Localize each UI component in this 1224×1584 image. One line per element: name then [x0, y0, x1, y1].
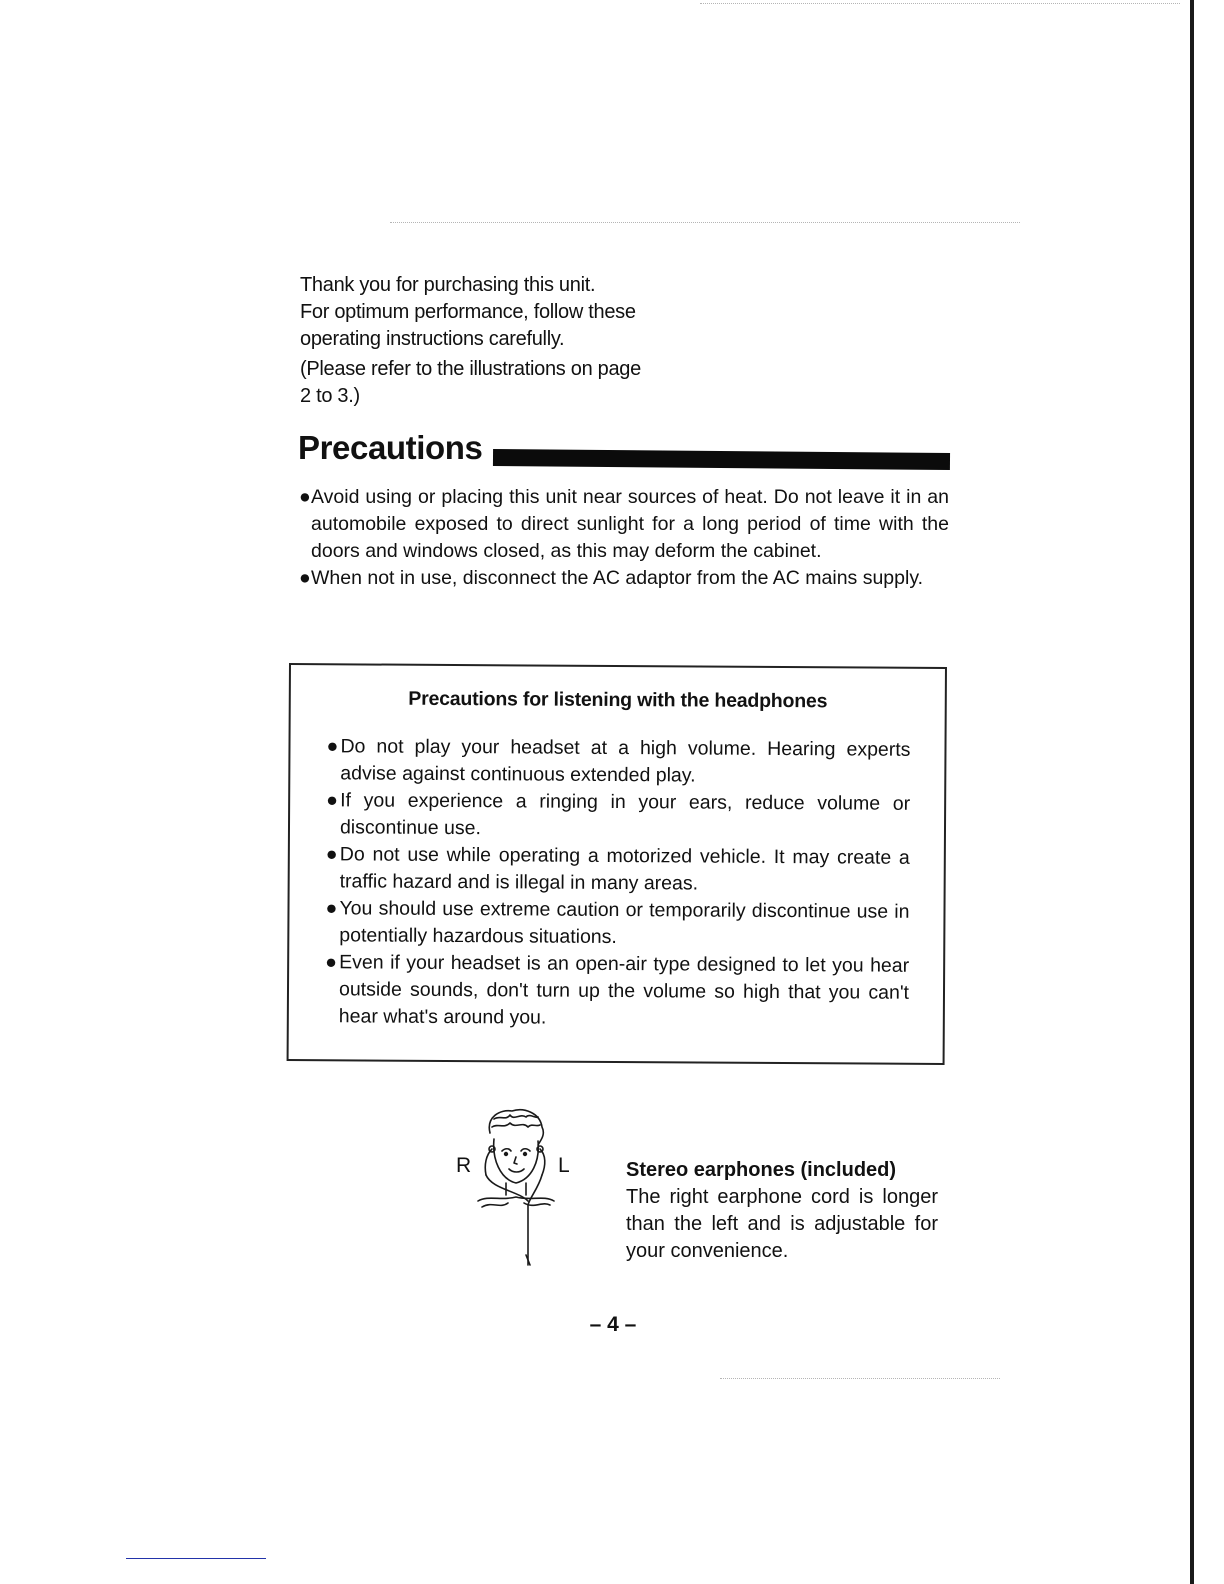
scan-speckle-top	[700, 3, 1180, 5]
intro-line: For optimum performance, follow these	[300, 301, 636, 323]
earphones-description: The right earphone cord is longer than the left and is adjustable for your convenience.	[626, 1186, 938, 1262]
list-item	[326, 733, 910, 791]
list-item-text: Avoid using or placing this unit near sources of heat. Do not leave it in an automobile exposed to direct sunlight for a long period of time with the doors and windows closed, as this may deform the cabinet.	[311, 486, 949, 562]
scan-speckle-lower	[720, 1378, 1000, 1380]
scan-mark	[126, 1558, 266, 1559]
precautions-heading-block	[298, 428, 950, 472]
earphones-title: Stereo earphones (included)	[626, 1159, 897, 1181]
bullet-icon: ●	[325, 897, 338, 920]
intro-line: Thank you for purchasing this unit.	[300, 274, 596, 296]
bullet-icon: ●	[299, 567, 311, 589]
list-item-text: Do not play your headset at a high volume. Hearing experts advise against continuous extended play.	[340, 735, 911, 787]
list-item-text: You should use extreme caution or temporarily discontinue use in potentially hazardous situations.	[339, 897, 910, 949]
headphones-warning-list	[325, 733, 911, 1034]
right-ear-label: R	[456, 1154, 472, 1177]
list-item-text: Do not use while operating a motorized vehicle. It may create a traffic hazard and is illegal in many areas.	[339, 843, 910, 895]
intro-line: 2 to 3.)	[300, 385, 360, 407]
bullet-icon: ●	[326, 789, 339, 812]
earphones-section	[626, 1157, 938, 1265]
bullet-icon: ●	[325, 951, 338, 974]
list-item-text: When not in use, disconnect the AC adaptor from the AC mains supply.	[311, 567, 924, 589]
list-item-text: If you experience a ringing in your ears, reduce volume or discontinue use.	[339, 789, 911, 840]
scan-speckle-upper	[390, 222, 1020, 224]
list-item	[325, 949, 909, 1034]
earphone-wearer-illustration	[448, 1105, 588, 1270]
list-item	[299, 484, 949, 565]
intro-paragraph	[300, 272, 700, 410]
bullet-icon: ●	[299, 486, 311, 508]
headphones-warning-box	[287, 663, 947, 1065]
list-item	[326, 841, 910, 899]
list-item	[299, 565, 949, 592]
list-item	[326, 787, 910, 845]
scan-edge	[1190, 0, 1194, 1584]
precautions-list	[299, 484, 949, 592]
left-ear-label: L	[558, 1154, 570, 1177]
page-number: – 4 –	[589, 1313, 637, 1336]
precautions-heading: Precautions	[298, 429, 483, 466]
list-item	[325, 895, 909, 953]
headphones-warning-title: Precautions for listening with the headphones	[408, 687, 828, 713]
intro-line: operating instructions carefully.	[300, 328, 565, 350]
heading-rule	[493, 449, 950, 470]
bullet-icon: ●	[326, 735, 339, 758]
list-item-text: Even if your headset is an open-air type designed to let you hear outside sounds, don't turn up the volume so high that you can't hear what's around you.	[338, 951, 910, 1029]
bullet-icon: ●	[325, 843, 338, 866]
intro-line: (Please refer to the illustrations on page	[300, 358, 641, 380]
